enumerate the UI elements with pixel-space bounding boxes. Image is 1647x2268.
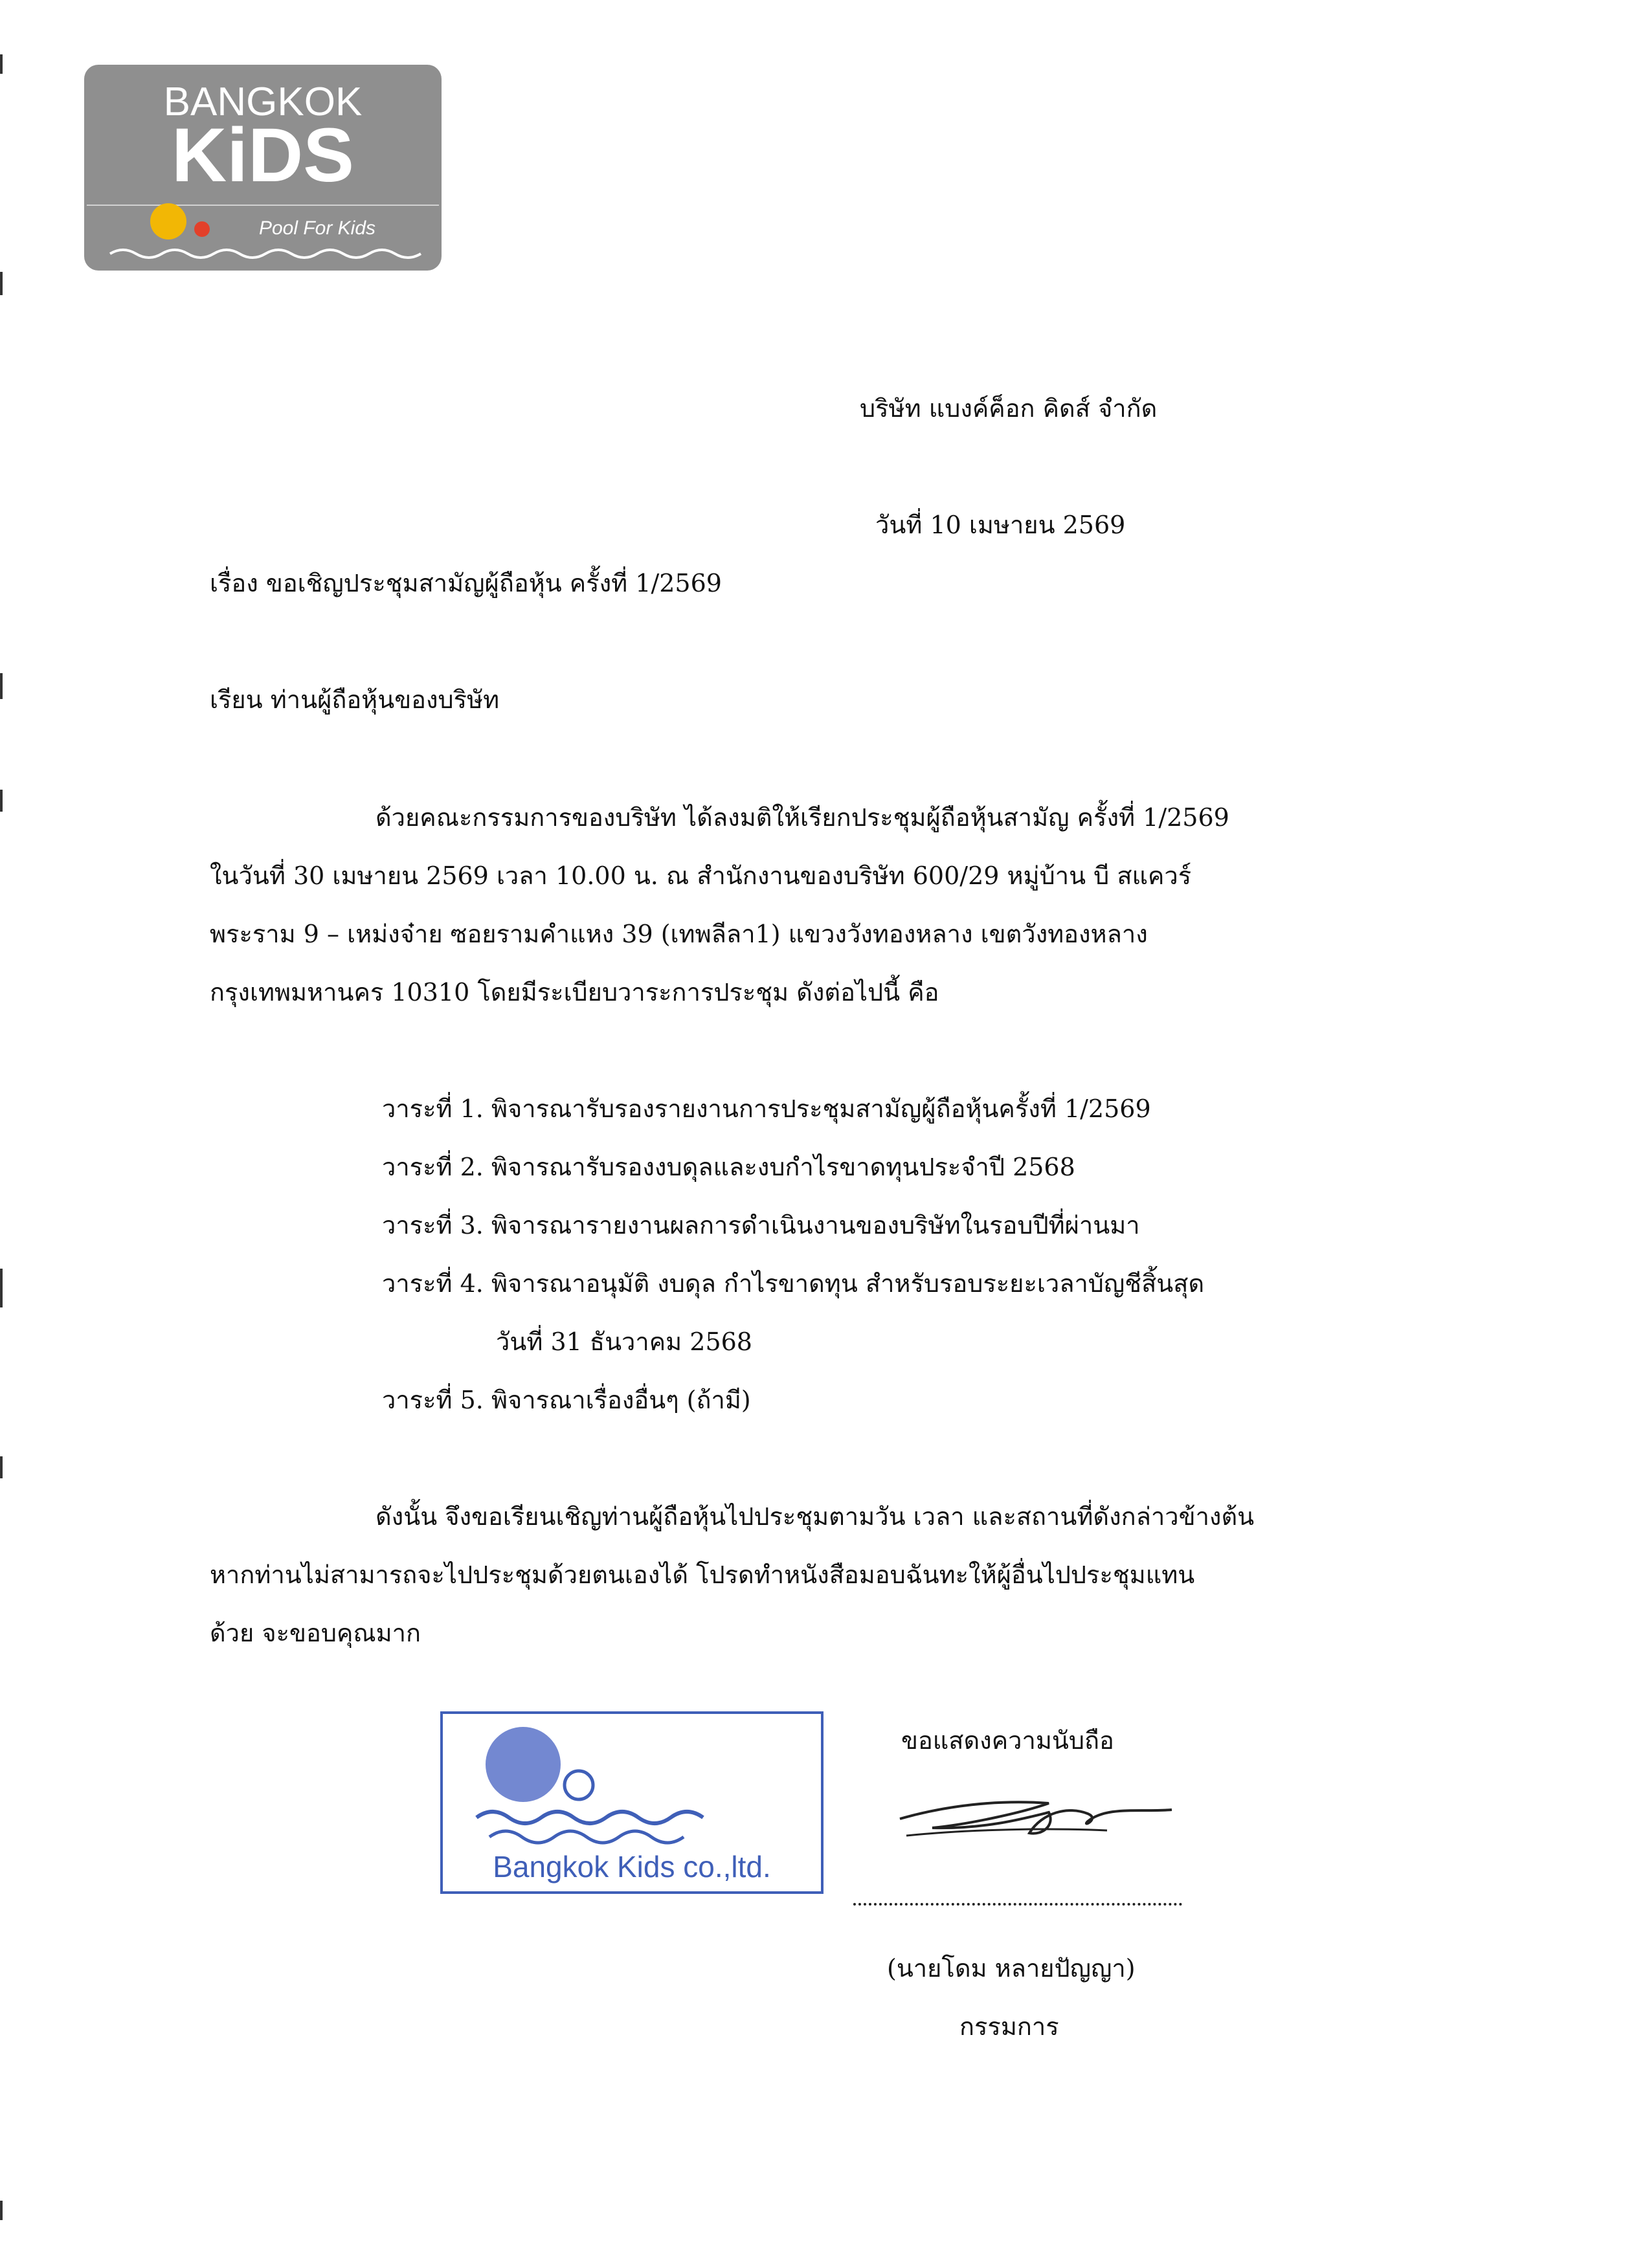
body1-line: ในวันที่ 30 เมษายน 2569 เวลา 10.00 น. ณ สำนักงานของบริษัท 600/29 หมู่บ้าน บี สแควร์ (210, 862, 1192, 890)
agenda-item: วาระที่ 1. พิจารณารับรองรายงานการประชุมสามัญผู้ถือหุ้นครั้งที่ 1/2569 (382, 1095, 1151, 1123)
signer-name: (นายโดม หลายปัญญา) (887, 1954, 1136, 1983)
logo-tagline: Pool For Kids (258, 217, 376, 239)
stamp-text: Bangkok Kids co.,ltd. (493, 1850, 771, 1884)
body2-line: ดังนั้น จึงขอเรียนเชิญท่านผู้ถือหุ้นไปประชุมตามวัน เวลา และสถานที่ดังกล่าวข้างต้น (375, 1502, 1255, 1531)
letter-subject: เรื่อง ขอเชิญประชุมสามัญผู้ถือหุ้น ครั้งที่ 1/2569 (210, 569, 722, 597)
scan-edge-mark (0, 2201, 3, 2220)
scan-edge-mark (0, 1456, 3, 1478)
signature (893, 1773, 1178, 1845)
scan-edge-mark (0, 272, 3, 295)
company-name: บริษัท แบงค์ค็อก คิดส์ จำกัด (860, 394, 1158, 423)
agenda-item: วาระที่ 3. พิจารณารายงานผลการดำเนินงานของบริษัทในรอบปีที่ผ่านมา (382, 1211, 1140, 1240)
agenda-item: วาระที่ 5. พิจารณาเรื่องอื่นๆ (ถ้ามี) (382, 1386, 751, 1414)
company-stamp (438, 1709, 826, 1896)
body1-line: ด้วยคณะกรรมการของบริษัท ได้ลงมติให้เรียกประชุมผู้ถือหุ้นสามัญ ครั้งที่ 1/2569 (375, 803, 1229, 832)
logo-line1: BANGKOK (163, 80, 363, 124)
signer-title: กรรมการ (959, 2012, 1059, 2041)
scan-edge-mark (0, 790, 3, 812)
agenda-item: วาระที่ 4. พิจารณาอนุมัติ งบดุล กำไรขาดทุน สำหรับรอบระยะเวลาบัญชีสิ้นสุด (382, 1269, 1205, 1298)
signature-line (853, 1903, 1182, 1906)
agenda-item-continuation: วันที่ 31 ธันวาคม 2568 (496, 1328, 752, 1356)
bangkok-kids-logo (84, 65, 442, 271)
body2-line: หากท่านไม่สามารถจะไปประชุมด้วยตนเองได้ โปรดทำหนังสือมอบฉันทะให้ผู้อื่นไปประชุมแทน (210, 1561, 1195, 1589)
body2-line: ด้วย จะขอบคุณมาก (210, 1619, 421, 1647)
letter-salutation: เรียน ท่านผู้ถือหุ้นของบริษัท (210, 685, 500, 714)
scan-edge-mark (0, 54, 3, 74)
body1-line: กรุงเทพมหานคร 10310 โดยมีระเบียบวาระการประชุม ดังต่อไปนี้ คือ (210, 978, 939, 1006)
closing-text: ขอแสดงความนับถือ (901, 1726, 1114, 1755)
logo-line2: KiDS (172, 113, 354, 198)
body1-line: พระราม 9 – เหม่งจ๋าย ซอยรามคำแหง 39 (เทพลีลา1) แขวงวังทองหลาง เขตวังทองหลาง (210, 920, 1148, 948)
agenda-item: วาระที่ 2. พิจารณารับรองงบดุลและงบกำไรขาดทุนประจำปี 2568 (382, 1153, 1075, 1181)
scan-edge-mark (0, 1269, 3, 1307)
letter-date: วันที่ 10 เมษายน 2569 (875, 511, 1126, 539)
scan-edge-mark (0, 673, 3, 699)
